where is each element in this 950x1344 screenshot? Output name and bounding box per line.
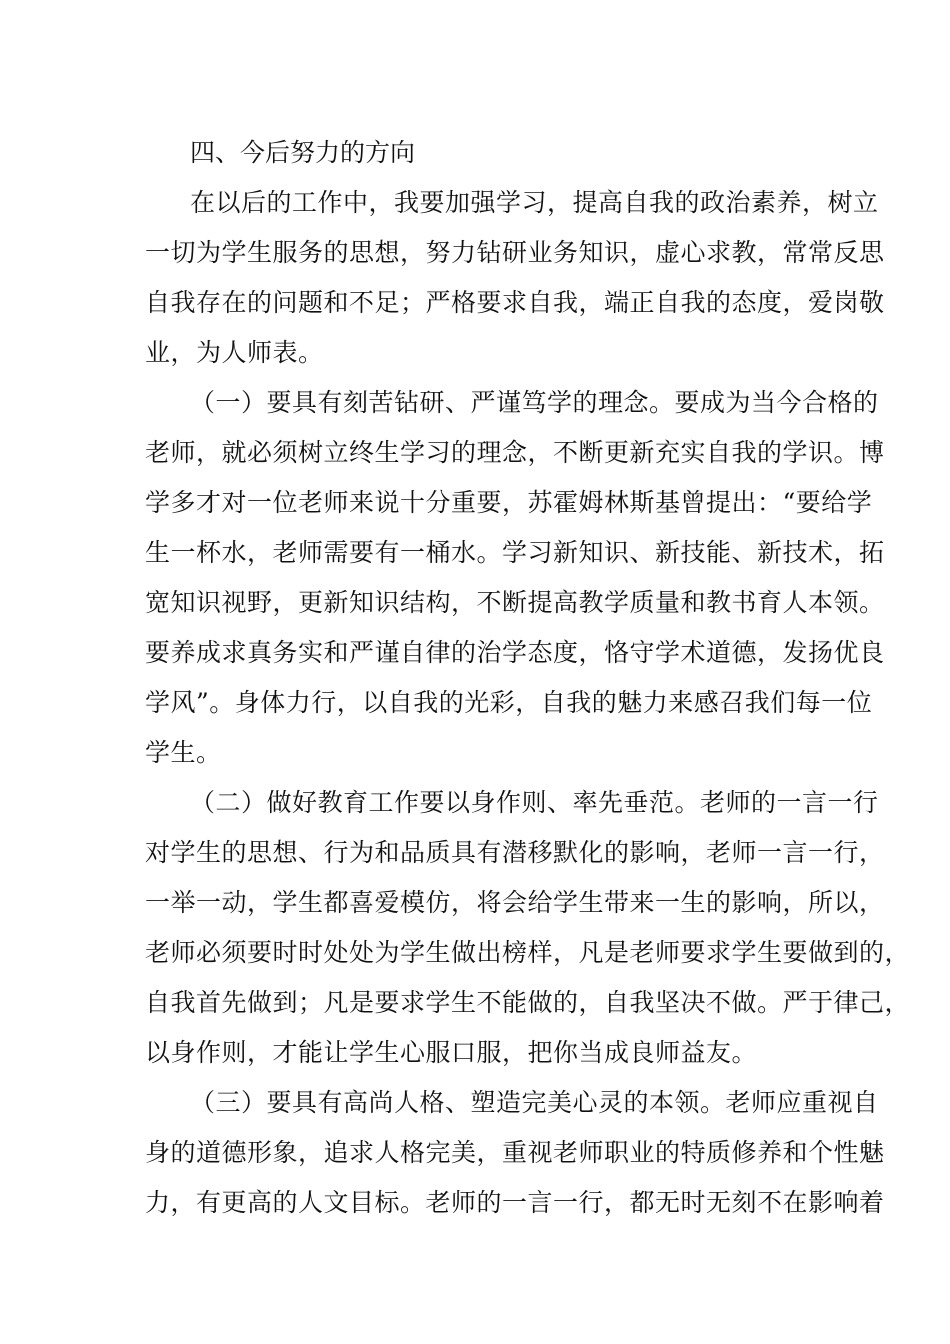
paragraph-line: 身的道德形象，追求人格完美，重视老师职业的特质修养和个性魅 bbox=[145, 1138, 885, 1167]
paragraph-line: （三）要具有高尚人格、塑造完美心灵的本领。老师应重视自 bbox=[190, 1088, 879, 1117]
paragraph-line: （一）要具有刻苦钻研、严谨笃学的理念。要成为当今合格的 bbox=[190, 388, 879, 417]
paragraph-line: 力，有更高的人文目标。老师的一言一行，都无时无刻不在影响着 bbox=[145, 1188, 885, 1217]
paragraph-line: 在以后的工作中，我要加强学习，提高自我的政治素养，树立 bbox=[190, 188, 879, 217]
paragraph-line: 学多才对一位老师来说十分重要，苏霍姆林斯基曾提出：“要给学 bbox=[145, 488, 873, 517]
paragraph-line: 学生。 bbox=[145, 738, 222, 767]
paragraph-line: 老师必须要时时处处为学生做出榜样，凡是老师要求学生要做到的， bbox=[145, 938, 911, 967]
paragraph-line: 自我存在的问题和不足；严格要求自我，端正自我的态度，爱岗敬 bbox=[145, 288, 885, 317]
paragraph-line: 老师，就必须树立终生学习的理念，不断更新充实自我的学识。博 bbox=[145, 438, 885, 467]
paragraph-line: （二）做好教育工作要以身作则、率先垂范。老师的一言一行 bbox=[190, 788, 879, 817]
paragraph-line: 一举一动，学生都喜爱模仿，将会给学生带来一生的影响，所以， bbox=[145, 888, 885, 917]
paragraph-line: 以身作则，才能让学生心服口服，把你当成良师益友。 bbox=[145, 1038, 758, 1067]
paragraph-line: 业，为人师表。 bbox=[145, 338, 324, 367]
paragraph-line: 宽知识视野，更新知识结构，不断提高教学质量和教书育人本领。 bbox=[145, 588, 885, 617]
paragraph-line: 要养成求真务实和严谨自律的治学态度，恪守学术道德，发扬优良 bbox=[145, 638, 885, 667]
paragraph-line: 自我首先做到；凡是要求学生不能做的，自我坚决不做。严于律己， bbox=[145, 988, 911, 1017]
paragraph-line: 一切为学生服务的思想，努力钻研业务知识，虚心求教，常常反思 bbox=[145, 238, 885, 267]
paragraph-line: 生一杯水，老师需要有一桶水。学习新知识、新技能、新技术，拓 bbox=[145, 538, 885, 567]
paragraph-line: 对学生的思想、行为和品质具有潜移默化的影响，老师一言一行， bbox=[145, 838, 885, 867]
section-heading: 四、今后努力的方向 bbox=[190, 138, 416, 167]
paragraph-line: 学风”。身体力行，以自我的光彩，自我的魅力来感召我们每一位 bbox=[145, 688, 873, 717]
